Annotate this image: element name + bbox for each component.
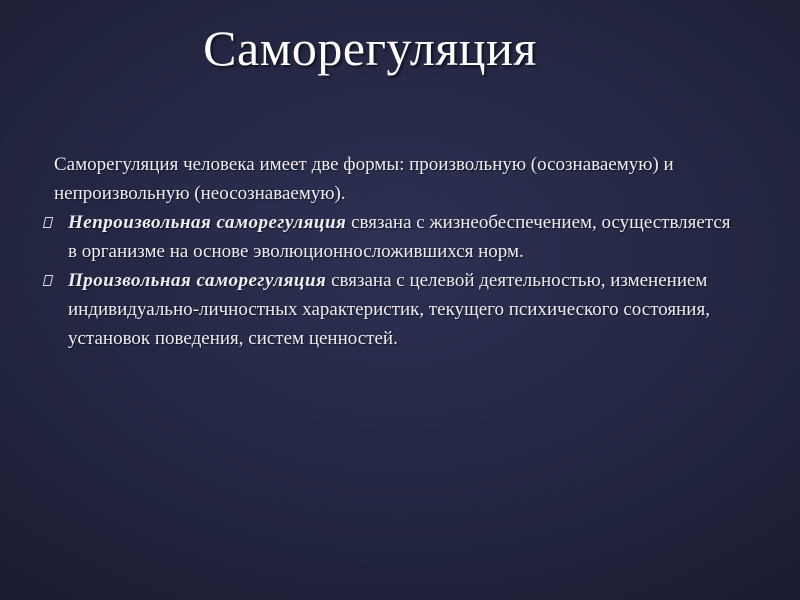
slide-title: Саморегуляция [203, 20, 537, 76]
bullet-term: Непроизвольная саморегуляция [68, 212, 347, 233]
intro-paragraph: Саморегуляция человека имеет две формы: произвольную (осознаваемую) и непроизвольную (неосознаваемую). [54, 154, 674, 204]
slide-body [44, 150, 734, 353]
square-bullet-icon [43, 275, 53, 286]
bullet-item-involuntary [44, 208, 734, 266]
bullet-text: связана с целевой деятельностью, изменением индивидуально-личностных характеристик, текущего психического состояния, установок поведения, систем ценностей. [68, 270, 710, 349]
square-bullet-icon [43, 217, 53, 228]
bullet-term: Произвольная саморегуляция [68, 270, 327, 291]
bullet-text: связана с жизнеобеспечением, осуществляется в организме на основе эволюционносложившихся норм. [68, 212, 731, 262]
bullet-item-voluntary [44, 266, 734, 353]
